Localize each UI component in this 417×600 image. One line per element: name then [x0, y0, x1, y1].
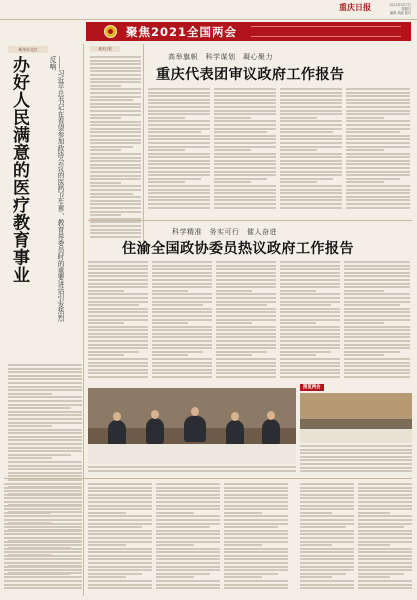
page-meta — [371, 3, 411, 15]
photo-person-head — [191, 407, 199, 416]
page-editors: 编辑 美编 校对 — [389, 11, 411, 15]
photo-person — [262, 419, 280, 445]
story1-body-col1 — [148, 88, 210, 216]
story2-body-col2 — [152, 261, 212, 385]
section-banner — [86, 22, 411, 41]
photo-section-tag: 图览两会 — [300, 384, 324, 391]
photo-caption — [88, 466, 296, 476]
bottom-body-col4 — [224, 483, 288, 595]
page-weekday: 星期日 — [401, 7, 411, 11]
photo-person — [108, 420, 126, 446]
banner-title: 聚焦2021全国两会 — [126, 25, 238, 39]
story1-body-col4 — [346, 88, 410, 216]
brief-source: 重庆日报 — [90, 46, 120, 52]
story-cppcc-members — [88, 220, 412, 398]
story-delegation-review — [148, 44, 412, 219]
meeting-photo[interactable] — [88, 388, 296, 464]
story2-body-col5 — [344, 261, 410, 385]
photo-person — [146, 418, 164, 444]
national-emblem-icon — [104, 25, 117, 38]
photo-section-header — [300, 384, 412, 391]
story1-kicker: 高举旗帜 科学谋划 凝心聚力 — [168, 53, 273, 61]
masthead — [0, 0, 417, 20]
side-photo-table — [300, 429, 412, 443]
photo-table — [88, 444, 296, 464]
story2-body-col3 — [216, 261, 276, 385]
editorial-subheadline: ——习近平总书记在看望参加政协会议的医药卫生界、教育界委员时的重要讲话引发热烈反响 — [48, 56, 64, 322]
bottom-body-col2 — [88, 483, 152, 595]
bottom-body-col6 — [358, 483, 412, 595]
story1-headline[interactable]: 重庆代表团审议政府工作报告 — [156, 67, 345, 83]
story1-body-col2 — [214, 88, 276, 216]
story2-kicker: 科学精准 务实可行 催人奋进 — [172, 228, 277, 236]
paper-name: 重庆日报 — [339, 2, 371, 12]
photo-person-head — [151, 410, 159, 419]
story2-headline[interactable]: 住渝全国政协委员热议政府工作报告 — [122, 241, 354, 257]
side-meeting-photo[interactable] — [300, 393, 412, 443]
bottom-body-col1 — [4, 483, 82, 595]
editorial-source: 新华社北京 — [8, 46, 48, 53]
photo-person — [226, 420, 244, 446]
side-photo-caption — [300, 445, 412, 475]
bottom-body-col3 — [156, 483, 220, 595]
story2-body-col4 — [280, 261, 340, 385]
photo-person — [184, 416, 206, 442]
bottom-stories — [4, 478, 412, 596]
photo-person-head — [113, 412, 121, 421]
page-date: 2021年3月7日 — [389, 3, 411, 7]
story1-body-col3 — [280, 88, 342, 216]
banner-decoration — [251, 26, 401, 37]
photo-person-head — [231, 412, 239, 421]
photo-person-head — [267, 411, 275, 420]
bottom-body-col5 — [300, 483, 354, 595]
story2-body-col1 — [88, 261, 148, 385]
editorial-headline[interactable]: 办好人民满意的医疗教育事业 — [9, 56, 29, 284]
side-photo-wall — [300, 393, 412, 419]
